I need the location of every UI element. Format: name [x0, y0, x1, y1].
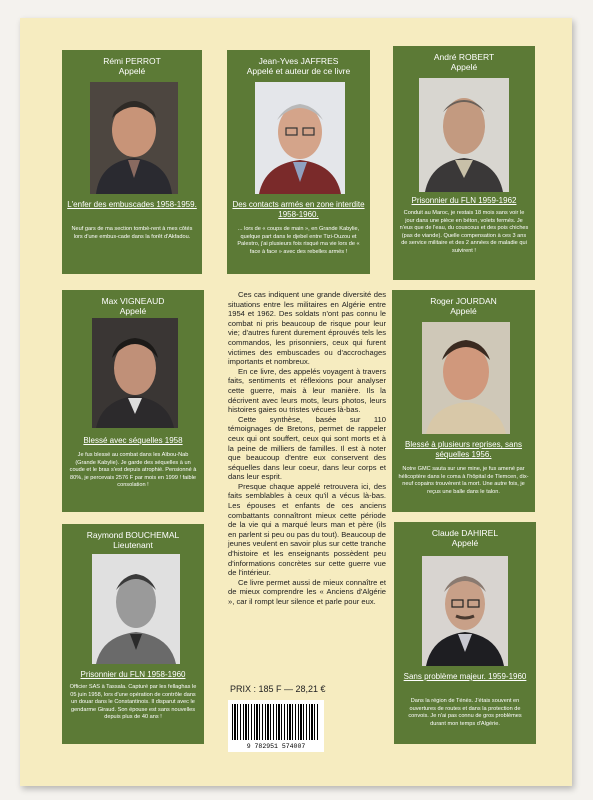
- summary-paragraph: Ces cas indiquent une grande diversité des situations entre les militaires en Algérie entre 1954 et 1962. Des soldats n'ont pas connu le combat ni pris beaucoup de risque pour leur vie; d'autres furent durement éprouvés tels les commandos, les prisonniers, ceux qui furent victimes des embuscades ou d'accrochages importants et nombreux.: [228, 290, 386, 367]
- card-name: Roger JOURDAN: [430, 296, 497, 306]
- card-body: ... lors de « coups de main », en Grande Kabylie, quelque part dans le djebel entre Tizi-Ouzou et Palestro, j'ai plusieurs fois risqué ma vie lors de « face à face » avec des rebelles armés !: [237, 226, 360, 255]
- portrait-photo: [255, 82, 345, 194]
- summary-paragraph: Presque chaque appelé retrouvera ici, des faits semblables à ceux qu'il a vécus là-bas. Les épouses et enfants de ces anciens combattants connaîtront mieux cette période de la vie qui a marqué leurs man et père (ils en parlent si peu ou pas du tout). Beaucoup de jeunes veulent en savoir plus sur cette tranche d'histoire et les enseignants possèdent peu d'informations concrètes sur cette guerre vue de l'intérieur.: [228, 481, 386, 578]
- card-title: L'enfer des embuscades 1958-1959.: [67, 200, 197, 209]
- summary-text: [228, 290, 386, 607]
- card-title: Prisonnier du FLN 1959-1962: [411, 196, 517, 205]
- card-body: Neuf gars de ma section tombè-rent à mes côtés lors d'une embus-cade dans la forêt d'Akfadou.: [71, 226, 193, 240]
- card-body: Notre GMC sauta sur une mine, je fus amené par hélicoptère dans le coma à l'hôpital de Tlemcen, dix-neuf copains trouvèrent la mort. Une autre fois, je reçus une balle dans le talon.: [398, 466, 529, 495]
- card-role: Appelé: [451, 538, 479, 548]
- card-name: Max VIGNEAUD: [101, 296, 165, 306]
- card-title: Prisonnier du FLN 1958-1960: [80, 670, 186, 679]
- testimony-card-dahirel: [394, 522, 536, 744]
- card-body: Dans la région de Ténès. J'étais souvent en ouvertures de routes et dans la protection de convois. Je n'ai pas connu de gros problèmes durant mon temps d'Algérie.: [408, 698, 522, 727]
- testimony-card-jourdan: [392, 290, 535, 512]
- card-role: Appelé et auteur de ce livre: [246, 66, 351, 76]
- summary-paragraph: En ce livre, des appelés voyagent à travers faits, sentiments et réflexions pour analyser cette guerre, mais à leur manière. Ils la décrivent avec leurs mots, leurs photos, leurs histoires gaies ou tristes vécues là-bas.: [228, 366, 386, 415]
- card-name: Rémi PERROT: [103, 56, 161, 66]
- testimony-card-vigneaud: [62, 290, 204, 512]
- card-title: Des contacts armés en zone interdite 1958-1960.: [232, 200, 365, 219]
- price-label: PRIX : 185 F — 28,21 €: [230, 684, 326, 694]
- card-role: Appelé: [119, 306, 147, 316]
- testimony-card-perrot: [62, 50, 202, 274]
- portrait-photo: [92, 554, 180, 664]
- card-role: Appelé: [450, 306, 477, 316]
- card-name: Jean-Yves JAFFRES: [258, 56, 339, 66]
- card-role: Appelé: [450, 62, 478, 72]
- isbn-number: 9 782951 574007: [246, 743, 306, 750]
- card-body: Officier SAS à Tassala. Capturé par les fellaghas le 05 juin 1958, lors d'une opération de contrôle dans un douar dans le Constantinois. Il disparut avec le gendarme Giraud. Son épouse est sans nouvelles depuis plus de 40 ans !: [69, 684, 197, 720]
- card-title: Blessé à plusieurs reprises, sans séquelles 1956.: [405, 440, 522, 459]
- testimony-card-robert: [393, 46, 535, 280]
- summary-paragraph: Cette synthèse, basée sur 110 témoignages de Bretons, permet de rappeler ceux qui ont souffert, ceux qui sont morts et à la peine de milliers de familles. Il est à noter que beaucoup d'entre eux conservent des séquelles dans leur coeur, dans leur corps et dans leur esprit.: [228, 414, 386, 482]
- testimony-card-bouchemal: [62, 524, 204, 744]
- summary-paragraph: Ce livre permet aussi de mieux connaître et de mieux comprendre les « Anciens d'Algérie », car il rompt leur silence et parle pour eux.: [228, 577, 386, 606]
- card-name: André ROBERT: [433, 52, 495, 62]
- card-title: Blessé avec séquelles 1958: [83, 436, 183, 445]
- card-name: Claude DAHIREL: [431, 528, 499, 538]
- isbn-barcode: [228, 700, 324, 752]
- card-role: Lieutenant: [113, 540, 153, 550]
- card-body: Je fus blessé au combat dans les Aïbou-Nab (Grande Kabylie). Je garde des séquelles à un coude et le bras s'est depuis atrophié. Pensionné à 80%, je percevais 2576 F par mois en 1999 ! faible consolation !: [69, 452, 197, 488]
- testimony-card-jaffres: [227, 50, 370, 274]
- portrait-photo: [92, 318, 178, 428]
- card-body: Conduit au Maroc, je restais 18 mois sans voir le jour dans une pièce en béton, volets fermés. Je n'eus que de l'eau, du couscous et des pois chiches (pas de viande). Quelle compensation à ces 3 ans de service militaire et des 2 années de maladie qui suivirent !: [399, 210, 529, 254]
- portrait-photo: [422, 556, 508, 666]
- card-title: Sans problème majeur. 1959-1960: [403, 672, 527, 681]
- portrait-photo: [422, 322, 510, 434]
- card-name: Raymond BOUCHEMAL: [86, 530, 180, 540]
- barcode-bars: [232, 704, 320, 740]
- card-role: Appelé: [118, 66, 146, 76]
- portrait-photo: [419, 78, 509, 192]
- portrait-photo: [90, 82, 178, 194]
